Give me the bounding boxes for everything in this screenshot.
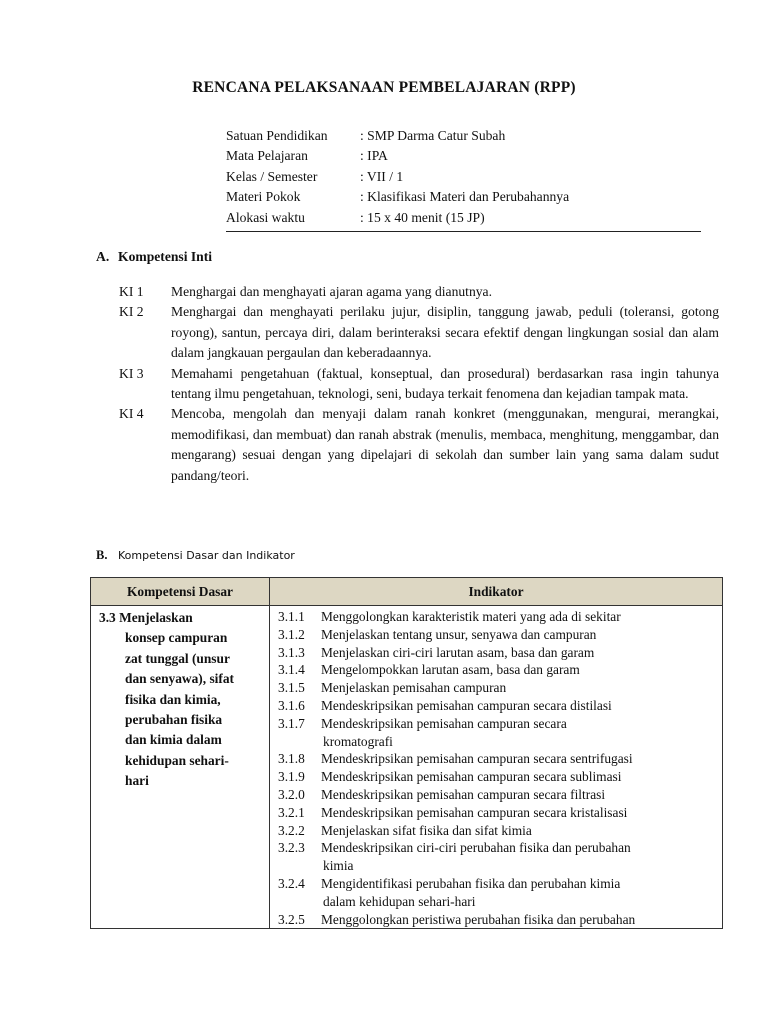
- kd-line: hari: [125, 773, 149, 789]
- kd-line: fisika dan kimia,: [125, 691, 221, 707]
- indicator-text: Mendeskripsikan pemisahan campuran secara kristalisasi: [321, 804, 628, 820]
- indicator-text: Mendeskripsikan pemisahan campuran secara: [321, 715, 567, 731]
- indicator-text: Mengelompokkan larutan asam, basa dan garam: [321, 662, 580, 678]
- identity-row: [226, 146, 569, 166]
- indicator-item: [278, 768, 718, 786]
- section-b-title: Kompetensi Dasar dan Indikator: [118, 549, 295, 562]
- table-row: [91, 606, 723, 929]
- kd-line: kehidupan sehari-: [125, 752, 229, 768]
- indicator-text: Menggolongkan peristiwa perubahan fisika dan perubahan: [321, 911, 636, 927]
- indicator-item: [278, 839, 718, 857]
- ki-item: [119, 302, 719, 363]
- kd-indicator-table: [90, 577, 723, 929]
- indicator-number: 3.2.1: [278, 804, 305, 820]
- identity-value: : SMP Darma Catur Subah: [360, 128, 506, 143]
- indicator-text: Menggolongkan karakteristik materi yang ada di sekitar: [321, 609, 621, 624]
- ki-text: Menghargai dan menghayati perilaku jujur, disiplin, tanggung jawab, peduli (toleransi, gotong royong), santun, percaya diri, dalam berinteraksi secara efektif dengan lingkungan sosial dan alam dalam jangkauan pergaulan dan keberadaannya.: [171, 304, 719, 361]
- indicator-text: Menjelaskan pemisahan campuran: [321, 680, 507, 696]
- divider-line: [226, 231, 701, 232]
- kd-text: [91, 606, 269, 792]
- indicator-text: Menjelaskan sifat fisika dan sifat kimia: [321, 822, 532, 838]
- indicator-number: 3.1.2: [278, 626, 305, 642]
- section-a-title: Kompetensi Inti: [118, 249, 213, 264]
- indicator-text: Mengidentifikasi perubahan fisika dan perubahan kimia: [321, 875, 621, 891]
- indicator-item: [278, 911, 718, 929]
- ki-code: KI 2: [119, 304, 144, 320]
- indicator-number: 3.2.2: [278, 822, 305, 838]
- identity-row: [226, 208, 569, 228]
- indicator-continuation: dalam kehidupan sehari-hari: [323, 893, 476, 909]
- indicator-number: 3.1.6: [278, 697, 305, 713]
- identity-value: : IPA: [360, 148, 388, 164]
- identity-row: [226, 126, 569, 146]
- section-b-letter: B.: [96, 548, 108, 562]
- indicator-text: Menjelaskan tentang unsur, senyawa dan campuran: [321, 626, 597, 642]
- indicator-item: [278, 715, 718, 733]
- indicator-continuation: kimia: [323, 858, 354, 874]
- identity-value: : VII / 1: [360, 168, 404, 184]
- indicator-number: 3.2.3: [278, 840, 305, 856]
- kd-line: dan senyawa), sifat: [125, 671, 234, 687]
- indicator-number: 3.2.0: [278, 786, 305, 802]
- indicator-item: [278, 679, 718, 697]
- indicator-number: 3.2.5: [278, 911, 305, 927]
- document-title: RENCANA PELAKSANAAN PEMBELAJARAN (RPP): [192, 79, 576, 96]
- kd-line: dan kimia dalam: [125, 732, 222, 748]
- indicator-text: Mendeskripsikan ciri-ciri perubahan fisika dan perubahan: [321, 840, 631, 856]
- indicator-text: Mendeskripsikan pemisahan campuran secara distilasi: [321, 697, 612, 713]
- ki-item: [119, 404, 719, 486]
- identity-label: Satuan Pendidikan: [226, 128, 328, 143]
- identity-label: Kelas / Semester: [226, 168, 318, 184]
- indicator-text: Menjelaskan ciri-ciri larutan asam, basa dan garam: [321, 644, 595, 660]
- indicator-number: 3.1.7: [278, 715, 305, 731]
- identity-value: : Klasifikasi Materi dan Perubahannya: [360, 189, 570, 205]
- kd-line: perubahan fisika: [125, 712, 223, 728]
- ki-code: KI 3: [119, 365, 144, 381]
- indicator-item: [278, 626, 718, 644]
- indicator-item: [278, 804, 718, 822]
- identity-label: Alokasi waktu: [226, 209, 305, 225]
- table-header-row: [91, 578, 723, 606]
- indicator-item: [278, 822, 718, 840]
- ki-code: KI 1: [119, 284, 144, 299]
- identity-value: : 15 x 40 menit (15 JP): [360, 209, 485, 225]
- indicator-item: [278, 697, 718, 715]
- ki-item: [119, 364, 719, 405]
- indicator-text: Mendeskripsikan pemisahan campuran secara sentrifugasi: [321, 751, 633, 767]
- kompetensi-inti-list: [119, 282, 719, 486]
- section-a-heading: [96, 249, 212, 265]
- indicator-number: 3.1.1: [278, 609, 305, 624]
- indicator-number: 3.1.8: [278, 751, 305, 767]
- header-kompetensi-dasar: Kompetensi Dasar: [91, 578, 270, 606]
- indicator-item: [278, 750, 718, 768]
- identity-block: [226, 126, 569, 228]
- indicator-text: Mendeskripsikan pemisahan campuran secara sublimasi: [321, 769, 622, 785]
- indicator-number: 3.1.4: [278, 662, 305, 678]
- indicator-item: [278, 661, 718, 679]
- indicator-item: [278, 608, 718, 626]
- indicator-number: 3.1.9: [278, 769, 305, 785]
- header-indikator: Indikator: [270, 578, 723, 606]
- kd-line: konsep campuran: [125, 630, 228, 646]
- ki-text: Mencoba, mengolah dan menyaji dalam ranah konkret (menggunakan, mengurai, merangkai, memodifikasi, dan membuat) dan ranah abstrak (menulis, membaca, menghitung, menggambar, dan mengarang) sesuai dengan yang dipelajari di sekolah dan sumber lain yang sama dalam sudut pandang/teori.: [171, 406, 719, 483]
- kd-cell: [91, 606, 270, 929]
- indicator-list: [270, 606, 722, 928]
- identity-label: Materi Pokok: [226, 189, 301, 205]
- identity-row: [226, 187, 569, 207]
- ki-text: Menghargai dan menghayati ajaran agama yang dianutnya.: [171, 284, 492, 299]
- identity-label: Mata Pelajaran: [226, 148, 308, 164]
- indicator-item: [278, 644, 718, 662]
- ki-item: [119, 282, 719, 302]
- ki-code: KI 4: [119, 406, 144, 422]
- identity-row: [226, 167, 569, 187]
- kd-line: 3.3 Menjelaskan: [99, 610, 193, 625]
- indicator-number: 3.1.5: [278, 680, 305, 696]
- indicator-text: Mendeskripsikan pemisahan campuran secara filtrasi: [321, 786, 606, 802]
- indicator-item: [278, 875, 718, 893]
- indicator-item: [278, 786, 718, 804]
- ki-text: Memahami pengetahuan (faktual, konseptual, dan prosedural) berdasarkan rasa ingin tahunya tentang ilmu pengetahuan, teknologi, seni, budaya terkait fenomena dan kejadian tampak mata.: [171, 365, 719, 402]
- indicator-continuation: kromatografi: [323, 733, 393, 749]
- indicator-number: 3.2.4: [278, 875, 305, 891]
- indicator-cell: [270, 606, 723, 929]
- section-b-heading: [96, 548, 295, 563]
- indicator-number: 3.1.3: [278, 644, 305, 660]
- section-a-letter: A.: [96, 249, 110, 264]
- kd-line: zat tunggal (unsur: [125, 650, 230, 666]
